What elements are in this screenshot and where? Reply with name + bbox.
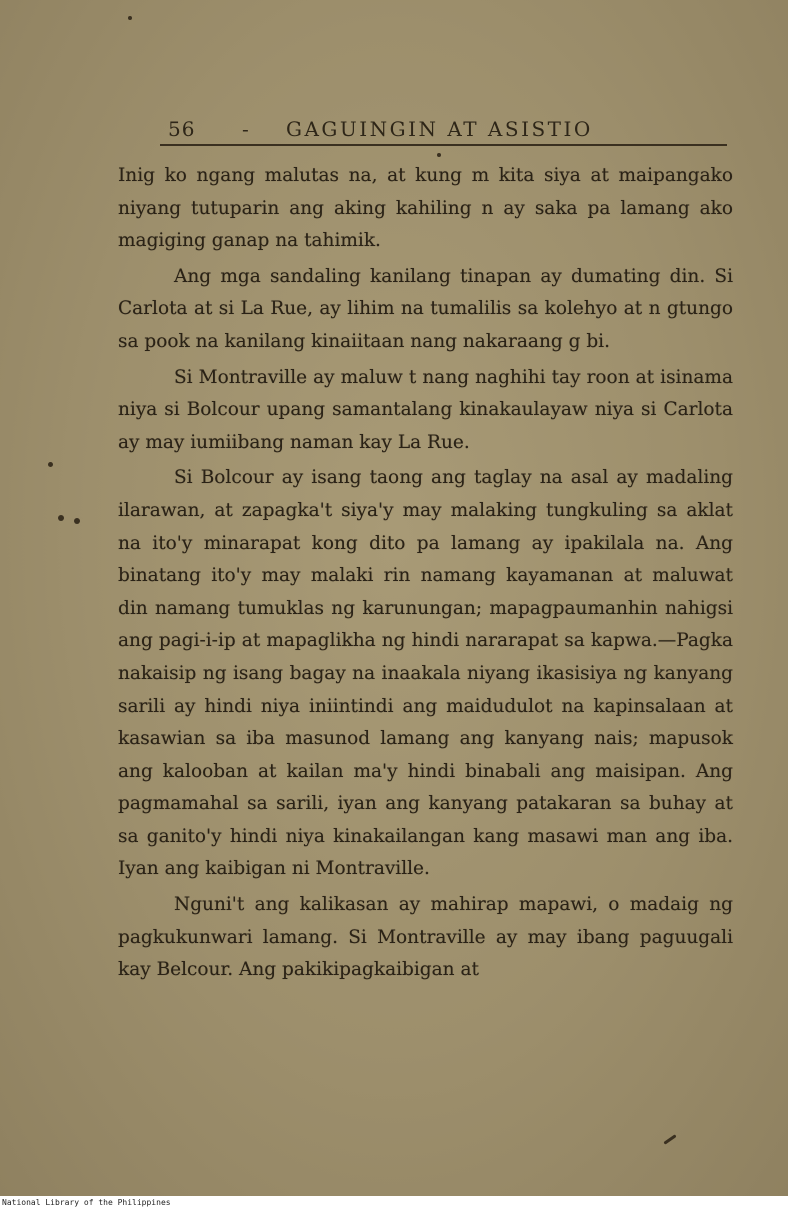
- paragraph: Si Bolcour ay isang taong ang taglay na asal ay madaling ilarawan, at zapagka't siya'y may malaking tungkuling sa aklat na ito'y minarapat kong dito pa lamang ay ipakilala na. Ang binatang ito'y may malaki rin namang kayamanan at maluwat din namang tumuklas ng karunungan; mapagpaumanhin nahigsi ang pagi-i-ip at mapaglikha ng hindi nararapat sa kapwa.—Pagka nakaisip ng isang bagay na inaakala niyang ikasisiya ng kanyang sarili ay hindi niya iniintindi ang maidudulot na kapinsalaan at kasawian sa iba masunod lamang ang kanyang nais; mapusok ang kalooban at kailan ma'y hindi binabali ang maisipan. Ang pagmamahal sa sarili, iyan ang kanyang patakaran sa buhay at sa ganito'y hindi niya kinakailangan kang masawi man ang iba. Iyan ang kaibigan ni Montraville.: [118, 467, 733, 880]
- library-credit: National Library of the Philippines: [2, 1198, 171, 1207]
- paragraph: Inig ko ngang malutas na, at kung m kita siya at maipangako niyang tutuparin ang aking kahiling n ay saka pa lamang ako magiging ganap na tahimik.: [118, 165, 733, 252]
- header-rule: [160, 144, 727, 146]
- ink-speck: [74, 518, 80, 524]
- running-title: GAGUINGIN AT ASISTIO: [286, 117, 593, 141]
- body-text: [118, 160, 733, 990]
- ink-speck: [48, 462, 53, 467]
- paragraph: Nguni't ang kalikasan ay mahirap mapawi, o madaig ng pagkukunwari lamang. Si Montraville ay may ibang paguugali kay Belcour. Ang pakikipagkaibigan at: [118, 894, 733, 981]
- paragraph: Ang mga sandaling kanilang tinapan ay dumating din. Si Carlota at si La Rue, ay lihim na tumalilis sa kolehyo at n gtungo sa pook na kanilang kinaiitaan nang nakaraang g bi.: [118, 265, 733, 352]
- ink-speck: [58, 515, 64, 521]
- ink-speck: [128, 16, 132, 20]
- page-header: [168, 117, 728, 145]
- page-number: 56: [168, 117, 196, 141]
- ink-speck: [437, 153, 441, 157]
- ink-speck: [663, 1134, 676, 1144]
- header-dash: -: [242, 117, 250, 141]
- paragraph: Si Montraville ay maluw t nang naghihi tay roon at isinama niya si Bolcour upang samantalang kinakaulayaw niya si Carlota ay may iumiibang naman kay La Rue.: [118, 366, 733, 453]
